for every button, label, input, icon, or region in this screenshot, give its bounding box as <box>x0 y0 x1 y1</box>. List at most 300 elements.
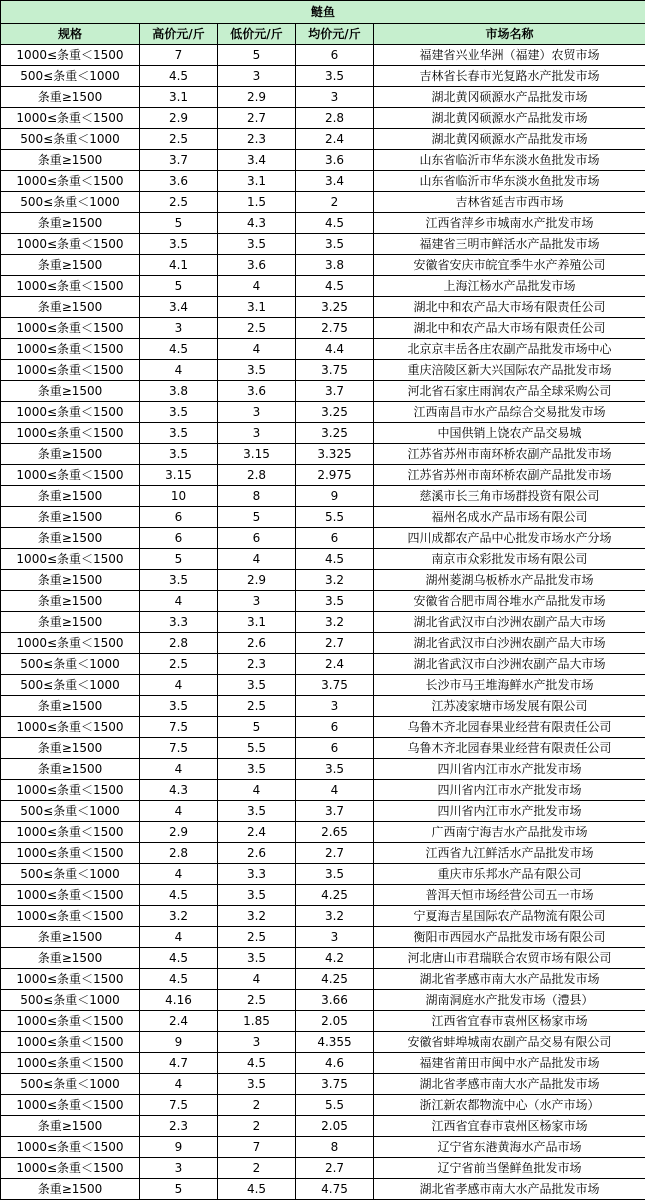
cell-avg-price: 3.8 <box>296 255 374 276</box>
cell-high-price: 3.5 <box>140 234 218 255</box>
cell-spec: 500≤条重＜1000 <box>1 129 140 150</box>
table-row <box>1 66 645 87</box>
table-row <box>1 759 645 780</box>
cell-low-price: 2 <box>218 1095 296 1116</box>
cell-spec: 1000≤条重＜1500 <box>1 276 140 297</box>
cell-market-name: 山东省临沂市华东淡水鱼批发市场 <box>374 171 645 192</box>
cell-market-name: 河北省石家庄雨润农产品全球采购公司 <box>374 381 645 402</box>
cell-market-name: 乌鲁木齐北园春果业经营有限责任公司 <box>374 738 645 759</box>
cell-high-price: 4.16 <box>140 990 218 1011</box>
cell-high-price: 4.7 <box>140 1053 218 1074</box>
cell-low-price: 3.4 <box>218 150 296 171</box>
cell-spec: 1000≤条重＜1500 <box>1 423 140 444</box>
cell-market-name: 湖州菱湖乌板桥水产品批发市场 <box>374 570 645 591</box>
cell-low-price: 4 <box>218 276 296 297</box>
cell-high-price: 3.3 <box>140 612 218 633</box>
cell-market-name: 湖北黄冈硕源水产品批发市场 <box>374 108 645 129</box>
table-row <box>1 465 645 486</box>
cell-spec: 条重≥1500 <box>1 150 140 171</box>
cell-spec: 1000≤条重＜1500 <box>1 171 140 192</box>
cell-spec: 500≤条重＜1000 <box>1 801 140 822</box>
table-row <box>1 339 645 360</box>
cell-market-name: 吉林省长春市光复路水产批发市场 <box>374 66 645 87</box>
cell-market-name: 乌鲁木齐北园春果业经营有限责任公司 <box>374 717 645 738</box>
cell-avg-price: 3.5 <box>296 234 374 255</box>
cell-spec: 1000≤条重＜1500 <box>1 465 140 486</box>
cell-spec: 条重≥1500 <box>1 591 140 612</box>
cell-spec: 1000≤条重＜1500 <box>1 906 140 927</box>
cell-spec: 500≤条重＜1000 <box>1 675 140 696</box>
table-row <box>1 717 645 738</box>
cell-low-price: 5 <box>218 717 296 738</box>
cell-low-price: 3 <box>218 423 296 444</box>
cell-avg-price: 3.7 <box>296 381 374 402</box>
cell-spec: 条重≥1500 <box>1 570 140 591</box>
table-row <box>1 192 645 213</box>
cell-avg-price: 3.75 <box>296 360 374 381</box>
cell-spec: 条重≥1500 <box>1 297 140 318</box>
cell-low-price: 2 <box>218 1116 296 1137</box>
cell-market-name: 重庆市乐邦水产品有限公司 <box>374 864 645 885</box>
cell-market-name: 四川成都农产品中心批发市场水产分场 <box>374 528 645 549</box>
cell-high-price: 6 <box>140 507 218 528</box>
cell-avg-price: 3.7 <box>296 801 374 822</box>
cell-avg-price: 2.975 <box>296 465 374 486</box>
cell-high-price: 3.7 <box>140 150 218 171</box>
cell-spec: 1000≤条重＜1500 <box>1 318 140 339</box>
cell-low-price: 2.5 <box>218 990 296 1011</box>
cell-spec: 条重≥1500 <box>1 213 140 234</box>
cell-high-price: 3.6 <box>140 171 218 192</box>
cell-market-name: 重庆涪陵区新大兴国际农产品批发市场 <box>374 360 645 381</box>
cell-avg-price: 2.7 <box>296 633 374 654</box>
cell-high-price: 3.5 <box>140 444 218 465</box>
cell-market-name: 慈溪市长三角市场群投资有限公司 <box>374 486 645 507</box>
cell-market-name: 江苏凌家塘市场发展有限公司 <box>374 696 645 717</box>
cell-high-price: 3.5 <box>140 402 218 423</box>
cell-high-price: 2.9 <box>140 822 218 843</box>
cell-avg-price: 4.25 <box>296 885 374 906</box>
title-row <box>1 1 645 24</box>
table-row <box>1 696 645 717</box>
cell-high-price: 3.15 <box>140 465 218 486</box>
cell-low-price: 2.6 <box>218 843 296 864</box>
cell-avg-price: 4.4 <box>296 339 374 360</box>
table-row <box>1 1074 645 1095</box>
table-row <box>1 969 645 990</box>
table-row <box>1 1179 645 1200</box>
header-spec: 规格 <box>1 24 140 45</box>
cell-low-price: 3 <box>218 591 296 612</box>
table-row <box>1 486 645 507</box>
table-row <box>1 276 645 297</box>
cell-spec: 1000≤条重＜1500 <box>1 1158 140 1179</box>
cell-high-price: 5 <box>140 549 218 570</box>
cell-low-price: 3.5 <box>218 360 296 381</box>
cell-avg-price: 3.66 <box>296 990 374 1011</box>
cell-low-price: 4 <box>218 969 296 990</box>
cell-low-price: 3 <box>218 402 296 423</box>
table-row <box>1 1095 645 1116</box>
cell-high-price: 4 <box>140 591 218 612</box>
cell-high-price: 9 <box>140 1137 218 1158</box>
cell-spec: 1000≤条重＜1500 <box>1 360 140 381</box>
cell-avg-price: 3 <box>296 696 374 717</box>
table-row <box>1 591 645 612</box>
cell-spec: 1000≤条重＜1500 <box>1 717 140 738</box>
cell-spec: 条重≥1500 <box>1 486 140 507</box>
cell-market-name: 四川省内江市水产批发市场 <box>374 780 645 801</box>
cell-avg-price: 8 <box>296 1137 374 1158</box>
table-row <box>1 906 645 927</box>
cell-market-name: 江苏省苏州市南环桥农副产品批发市场 <box>374 465 645 486</box>
cell-avg-price: 2.75 <box>296 318 374 339</box>
cell-avg-price: 2.65 <box>296 822 374 843</box>
cell-spec: 500≤条重＜1000 <box>1 654 140 675</box>
cell-high-price: 4 <box>140 801 218 822</box>
cell-market-name: 安徽省蚌埠城南农副产品交易有限公司 <box>374 1032 645 1053</box>
cell-low-price: 3 <box>218 1032 296 1053</box>
cell-avg-price: 3.75 <box>296 1074 374 1095</box>
cell-market-name: 衡阳市西园水产品批发市场有限公司 <box>374 927 645 948</box>
cell-low-price: 4 <box>218 549 296 570</box>
cell-high-price: 4.1 <box>140 255 218 276</box>
cell-spec: 条重≥1500 <box>1 507 140 528</box>
cell-avg-price: 5.5 <box>296 1095 374 1116</box>
cell-low-price: 3.5 <box>218 885 296 906</box>
cell-spec: 1000≤条重＜1500 <box>1 1032 140 1053</box>
cell-spec: 1000≤条重＜1500 <box>1 822 140 843</box>
cell-low-price: 3.2 <box>218 906 296 927</box>
cell-market-name: 福建省兴业华洲（福建）农贸市场 <box>374 45 645 66</box>
cell-avg-price: 4.25 <box>296 969 374 990</box>
cell-market-name: 福建省莆田市闽中水产品批发市场 <box>374 1053 645 1074</box>
cell-low-price: 2.9 <box>218 87 296 108</box>
cell-avg-price: 3.25 <box>296 423 374 444</box>
cell-market-name: 南京市众彩批发市场有限公司 <box>374 549 645 570</box>
cell-low-price: 2.4 <box>218 822 296 843</box>
cell-spec: 条重≥1500 <box>1 759 140 780</box>
table-row <box>1 171 645 192</box>
cell-low-price: 2.5 <box>218 696 296 717</box>
table-row <box>1 87 645 108</box>
cell-low-price: 3.5 <box>218 1074 296 1095</box>
cell-low-price: 4 <box>218 780 296 801</box>
table-row <box>1 738 645 759</box>
cell-market-name: 四川省内江市水产批发市场 <box>374 801 645 822</box>
cell-avg-price: 2.8 <box>296 108 374 129</box>
cell-avg-price: 5.5 <box>296 507 374 528</box>
cell-high-price: 4 <box>140 759 218 780</box>
table-row <box>1 612 645 633</box>
table-row <box>1 675 645 696</box>
cell-high-price: 4 <box>140 864 218 885</box>
cell-market-name: 中国供销上饶农产品交易城 <box>374 423 645 444</box>
cell-avg-price: 6 <box>296 717 374 738</box>
table-row <box>1 1158 645 1179</box>
cell-market-name: 长沙市马王堆海鲜水产批发市场 <box>374 675 645 696</box>
cell-high-price: 3 <box>140 318 218 339</box>
cell-avg-price: 4 <box>296 780 374 801</box>
table-row <box>1 255 645 276</box>
cell-avg-price: 3.2 <box>296 906 374 927</box>
table-row <box>1 381 645 402</box>
cell-high-price: 4 <box>140 1074 218 1095</box>
table-row <box>1 318 645 339</box>
cell-avg-price: 3.75 <box>296 675 374 696</box>
cell-avg-price: 4.355 <box>296 1032 374 1053</box>
table-row <box>1 444 645 465</box>
table-row <box>1 927 645 948</box>
table-row <box>1 129 645 150</box>
cell-low-price: 2.3 <box>218 654 296 675</box>
cell-spec: 条重≥1500 <box>1 738 140 759</box>
cell-high-price: 2.5 <box>140 129 218 150</box>
table-row <box>1 990 645 1011</box>
cell-high-price: 4.3 <box>140 780 218 801</box>
cell-spec: 500≤条重＜1000 <box>1 990 140 1011</box>
cell-high-price: 4 <box>140 675 218 696</box>
cell-spec: 条重≥1500 <box>1 1179 140 1200</box>
cell-high-price: 3.4 <box>140 297 218 318</box>
cell-market-name: 湖北省孝感市南大水产品批发市场 <box>374 969 645 990</box>
cell-high-price: 9 <box>140 1032 218 1053</box>
cell-low-price: 7 <box>218 1137 296 1158</box>
cell-avg-price: 4.5 <box>296 549 374 570</box>
header-avg-price: 均价元/斤 <box>296 24 374 45</box>
cell-spec: 1000≤条重＜1500 <box>1 885 140 906</box>
cell-low-price: 5.5 <box>218 738 296 759</box>
cell-market-name: 湖北黄冈硕源水产品批发市场 <box>374 129 645 150</box>
cell-avg-price: 3 <box>296 927 374 948</box>
cell-avg-price: 3.25 <box>296 297 374 318</box>
cell-high-price: 7.5 <box>140 738 218 759</box>
cell-spec: 1000≤条重＜1500 <box>1 843 140 864</box>
table-row <box>1 1137 645 1158</box>
table-row <box>1 822 645 843</box>
cell-market-name: 安徽省合肥市周谷堆水产品批发市场 <box>374 591 645 612</box>
cell-avg-price: 4.6 <box>296 1053 374 1074</box>
cell-market-name: 普洱天恒市场经营公司五一市场 <box>374 885 645 906</box>
table-row <box>1 549 645 570</box>
cell-avg-price: 6 <box>296 45 374 66</box>
cell-high-price: 3.5 <box>140 423 218 444</box>
cell-avg-price: 2.4 <box>296 129 374 150</box>
cell-low-price: 3.1 <box>218 612 296 633</box>
cell-market-name: 湖北省孝感市南大水产品批发市场 <box>374 1179 645 1200</box>
cell-low-price: 3.5 <box>218 948 296 969</box>
cell-high-price: 3.8 <box>140 381 218 402</box>
cell-spec: 1000≤条重＜1500 <box>1 549 140 570</box>
cell-market-name: 北京京丰岳各庄农副产品批发市场中心 <box>374 339 645 360</box>
cell-low-price: 2.5 <box>218 927 296 948</box>
table-row <box>1 1032 645 1053</box>
cell-avg-price: 6 <box>296 528 374 549</box>
cell-avg-price: 3.6 <box>296 150 374 171</box>
cell-spec: 条重≥1500 <box>1 1116 140 1137</box>
table-row <box>1 780 645 801</box>
table-row <box>1 948 645 969</box>
cell-low-price: 4.5 <box>218 1053 296 1074</box>
cell-market-name: 湖北中和农产品大市场有限责任公司 <box>374 318 645 339</box>
cell-high-price: 2.5 <box>140 654 218 675</box>
cell-spec: 条重≥1500 <box>1 696 140 717</box>
cell-market-name: 宁夏海吉星国际农产品物流有限公司 <box>374 906 645 927</box>
cell-spec: 500≤条重＜1000 <box>1 192 140 213</box>
cell-high-price: 4.5 <box>140 948 218 969</box>
cell-high-price: 3.5 <box>140 570 218 591</box>
cell-low-price: 3.5 <box>218 234 296 255</box>
cell-market-name: 江西省九江鲜活水产品批发市场 <box>374 843 645 864</box>
cell-spec: 条重≥1500 <box>1 444 140 465</box>
cell-low-price: 3.6 <box>218 381 296 402</box>
table-row <box>1 633 645 654</box>
table-row <box>1 1011 645 1032</box>
table-row <box>1 45 645 66</box>
cell-low-price: 2.7 <box>218 108 296 129</box>
cell-spec: 条重≥1500 <box>1 948 140 969</box>
cell-market-name: 福建省三明市鲜活水产品批发市场 <box>374 234 645 255</box>
cell-high-price: 7 <box>140 45 218 66</box>
cell-high-price: 4 <box>140 360 218 381</box>
cell-avg-price: 3.2 <box>296 570 374 591</box>
cell-spec: 1000≤条重＜1500 <box>1 339 140 360</box>
cell-low-price: 2.6 <box>218 633 296 654</box>
cell-low-price: 3.3 <box>218 864 296 885</box>
cell-avg-price: 2.05 <box>296 1116 374 1137</box>
cell-spec: 1000≤条重＜1500 <box>1 969 140 990</box>
cell-high-price: 3.2 <box>140 906 218 927</box>
cell-low-price: 5 <box>218 45 296 66</box>
cell-high-price: 5 <box>140 1179 218 1200</box>
cell-high-price: 2.3 <box>140 1116 218 1137</box>
cell-high-price: 4 <box>140 927 218 948</box>
header-row <box>1 24 645 45</box>
table-row <box>1 570 645 591</box>
table-row <box>1 1053 645 1074</box>
table-row <box>1 507 645 528</box>
cell-spec: 1000≤条重＜1500 <box>1 234 140 255</box>
cell-high-price: 7.5 <box>140 1095 218 1116</box>
cell-spec: 1000≤条重＜1500 <box>1 402 140 423</box>
cell-high-price: 7.5 <box>140 717 218 738</box>
cell-avg-price: 2.05 <box>296 1011 374 1032</box>
cell-low-price: 4.5 <box>218 1179 296 1200</box>
cell-spec: 条重≥1500 <box>1 87 140 108</box>
cell-low-price: 3.1 <box>218 297 296 318</box>
cell-market-name: 辽宁省东港黄海水产品市场 <box>374 1137 645 1158</box>
cell-spec: 500≤条重＜1000 <box>1 1074 140 1095</box>
cell-spec: 1000≤条重＜1500 <box>1 780 140 801</box>
cell-market-name: 江西省宜春市袁州区杨家市场 <box>374 1011 645 1032</box>
cell-low-price: 1.85 <box>218 1011 296 1032</box>
cell-market-name: 江西南昌市水产品综合交易批发市场 <box>374 402 645 423</box>
cell-avg-price: 9 <box>296 486 374 507</box>
table-row <box>1 108 645 129</box>
cell-low-price: 6 <box>218 528 296 549</box>
cell-avg-price: 4.75 <box>296 1179 374 1200</box>
cell-spec: 条重≥1500 <box>1 528 140 549</box>
cell-high-price: 4.5 <box>140 339 218 360</box>
cell-spec: 1000≤条重＜1500 <box>1 45 140 66</box>
table-title: 鲢鱼 <box>1 1 645 24</box>
table-row <box>1 234 645 255</box>
cell-market-name: 上海江杨水产品批发市场 <box>374 276 645 297</box>
cell-high-price: 4.5 <box>140 66 218 87</box>
cell-low-price: 3.5 <box>218 801 296 822</box>
table-row <box>1 864 645 885</box>
cell-market-name: 吉林省延吉市西市场 <box>374 192 645 213</box>
cell-spec: 1000≤条重＜1500 <box>1 633 140 654</box>
cell-avg-price: 3.5 <box>296 591 374 612</box>
cell-spec: 条重≥1500 <box>1 381 140 402</box>
cell-high-price: 4.5 <box>140 969 218 990</box>
table-row <box>1 150 645 171</box>
cell-market-name: 福州名成水产品市场有限公司 <box>374 507 645 528</box>
cell-low-price: 2.8 <box>218 465 296 486</box>
cell-avg-price: 3 <box>296 87 374 108</box>
cell-low-price: 2.3 <box>218 129 296 150</box>
cell-market-name: 湖北省武汉市白沙洲农副产品大市场 <box>374 612 645 633</box>
cell-spec: 1000≤条重＜1500 <box>1 1011 140 1032</box>
cell-low-price: 2.9 <box>218 570 296 591</box>
cell-low-price: 5 <box>218 507 296 528</box>
cell-high-price: 3.5 <box>140 696 218 717</box>
cell-avg-price: 4.5 <box>296 213 374 234</box>
cell-low-price: 2.5 <box>218 318 296 339</box>
cell-high-price: 2.8 <box>140 843 218 864</box>
cell-low-price: 1.5 <box>218 192 296 213</box>
table-row <box>1 528 645 549</box>
cell-spec: 条重≥1500 <box>1 612 140 633</box>
cell-spec: 1000≤条重＜1500 <box>1 108 140 129</box>
cell-market-name: 湖南洞庭水产批发市场（澧县） <box>374 990 645 1011</box>
cell-market-name: 山东省临沂市华东淡水鱼批发市场 <box>374 150 645 171</box>
cell-high-price: 4.5 <box>140 885 218 906</box>
cell-market-name: 湖北省武汉市白沙洲农副产品大市场 <box>374 654 645 675</box>
table-row <box>1 297 645 318</box>
cell-avg-price: 2 <box>296 192 374 213</box>
cell-spec: 1000≤条重＜1500 <box>1 1137 140 1158</box>
table-row <box>1 402 645 423</box>
header-high-price: 高价元/斤 <box>140 24 218 45</box>
cell-avg-price: 4.5 <box>296 276 374 297</box>
cell-avg-price: 2.7 <box>296 843 374 864</box>
cell-market-name: 安徽省安庆市皖宜季牛水产养殖公司 <box>374 255 645 276</box>
cell-avg-price: 4.2 <box>296 948 374 969</box>
cell-market-name: 广西南宁海吉水产品批发市场 <box>374 822 645 843</box>
cell-high-price: 2.8 <box>140 633 218 654</box>
cell-avg-price: 6 <box>296 738 374 759</box>
cell-market-name: 江苏省苏州市南环桥农副产品批发市场 <box>374 444 645 465</box>
cell-high-price: 3 <box>140 1158 218 1179</box>
table-row <box>1 213 645 234</box>
cell-spec: 500≤条重＜1000 <box>1 66 140 87</box>
cell-low-price: 4 <box>218 339 296 360</box>
table-row <box>1 885 645 906</box>
cell-high-price: 5 <box>140 213 218 234</box>
cell-low-price: 3.5 <box>218 675 296 696</box>
table-row <box>1 423 645 444</box>
cell-market-name: 湖北省孝感市南大水产品批发市场 <box>374 1074 645 1095</box>
cell-high-price: 5 <box>140 276 218 297</box>
cell-high-price: 6 <box>140 528 218 549</box>
table-row <box>1 1116 645 1137</box>
cell-market-name: 四川省内江市水产批发市场 <box>374 759 645 780</box>
cell-spec: 500≤条重＜1000 <box>1 864 140 885</box>
table-row <box>1 360 645 381</box>
cell-low-price: 3.5 <box>218 759 296 780</box>
